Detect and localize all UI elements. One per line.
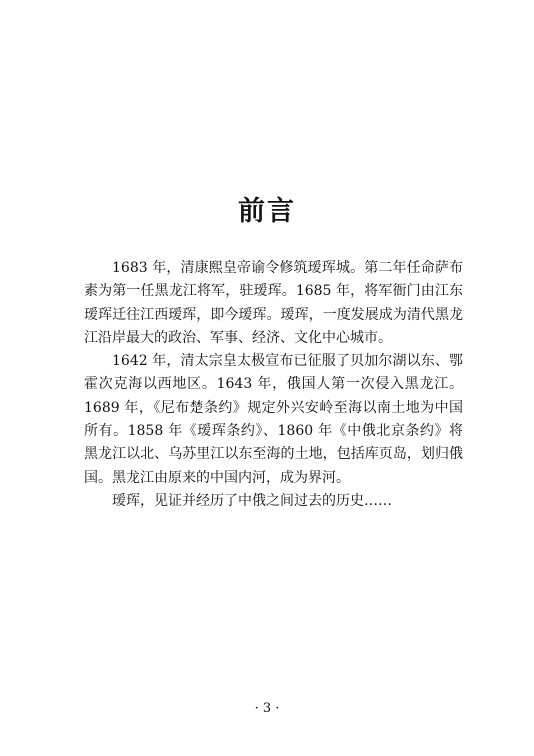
page-number: · 3 · (254, 701, 280, 716)
paragraph-treaties: 1642 年，清太宗皇太极宣布已征服了贝加尔湖以东、鄂霍次克海以西地区。1643 年，俄国人第一次侵入黑龙江。1689 年，《尼布楚条约》规定外兴安岭至海以南土地为中国所有。1858 年《瑷珲条约》、1860 年《中俄北京条约》将黑龙江以北、乌苏里江以东至海的土地，包括库页岛，划归俄国。黑龙江由原来的中国内河，成为界河。 (84, 353, 463, 486)
paragraph-closing: 瑷珲，见证并经历了中俄之间过去的历史…… (112, 492, 392, 509)
preface-body (84, 257, 463, 513)
paragraph-aihui-history: 1683 年，清康熙皇帝谕令修筑瑷珲城。第二年任命萨布素为第一任黑龙江将军，驻瑷珲。1685 年，将军衙门由江东瑷珲迁往江西瑷珲，即今瑷珲。瑷珲，一度发展成为清代黑龙江沿岸最大的政治、军事、经济、文化中心城市。 (84, 260, 463, 346)
page-title: 前言 (238, 196, 296, 228)
